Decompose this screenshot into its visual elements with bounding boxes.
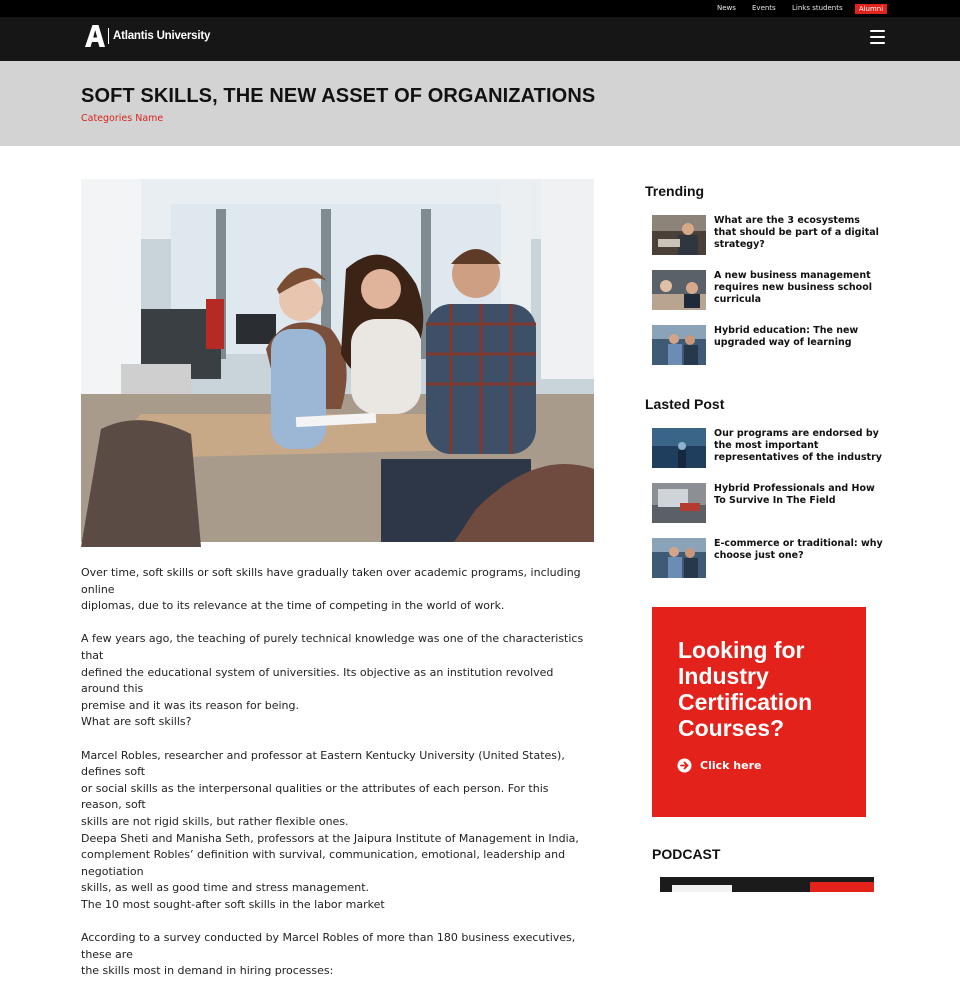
latest-title: Our programs are endorsed by the most important representatives of the industry xyxy=(714,428,882,463)
cta-title: Looking for Industry Certification Courses? xyxy=(678,637,813,741)
arrow-circle-icon xyxy=(677,758,692,773)
trending-title: What are the 3 ecosystems that should be part of a digital strategy? xyxy=(714,215,879,250)
article-line: What are soft skills? xyxy=(81,715,192,729)
article-hero-image xyxy=(81,179,594,542)
trending-title: Hybrid education: The new upgraded way of learning xyxy=(714,325,859,348)
article-line: or social skills as the interpersonal qualities or the attributes of each person. For this reason, soft xyxy=(81,781,549,812)
utility-link-alumni[interactable]: Alumni xyxy=(855,4,887,14)
utility-bar xyxy=(0,0,960,17)
trending-thumbnail xyxy=(652,325,706,365)
cta-click-here-link[interactable] xyxy=(677,758,761,773)
article-line: premise and it was its reason for being. xyxy=(81,698,300,712)
latest-title: E-commerce or traditional: why choose just one? xyxy=(714,538,883,561)
certification-cta[interactable] xyxy=(652,607,866,817)
hamburger-menu-icon[interactable] xyxy=(870,30,887,45)
article-line: According to a survey conducted by Marcel Robles of more than 180 business executives, these are xyxy=(81,931,576,961)
trending-thumbnail xyxy=(652,270,706,310)
logo[interactable] xyxy=(85,25,210,47)
article-line: diplomas, due to its relevance at the time of competing in the world of work. xyxy=(81,599,505,613)
podcast-heading: PODCAST xyxy=(652,846,721,862)
brand-name: Atlantis University xyxy=(113,30,211,42)
trending-heading: Trending xyxy=(645,183,705,199)
article-paragraph-4 xyxy=(81,930,586,980)
latest-item[interactable] xyxy=(652,483,884,525)
latest-thumbnail xyxy=(652,538,706,578)
latest-thumbnail xyxy=(652,428,706,468)
article-body xyxy=(81,565,586,996)
article-line: defined the educational system of universities. Its objective as an institution revolved around this xyxy=(81,665,554,696)
category-link[interactable]: Categories Name xyxy=(81,113,164,124)
latest-item[interactable] xyxy=(652,538,884,580)
trending-item[interactable] xyxy=(652,215,884,257)
trending-item[interactable] xyxy=(652,270,884,312)
trending-item[interactable] xyxy=(652,325,884,367)
utility-link-events[interactable]: Events xyxy=(752,4,776,12)
trending-thumbnail xyxy=(652,215,706,255)
article-paragraph-3 xyxy=(81,748,586,914)
article-line: the skills most in demand in hiring processes: xyxy=(81,964,334,978)
podcast-thumbnail[interactable] xyxy=(660,877,874,887)
cta-link-label: Click here xyxy=(700,759,762,772)
utility-link-students[interactable]: Links students xyxy=(792,4,843,12)
article-line: complement Robles’ definition with survival, communication, emotional, leadership and negotiation xyxy=(81,848,566,878)
title-band xyxy=(0,61,960,146)
trending-title: A new business management requires new business school curricula xyxy=(714,270,872,305)
article-line: skills, as well as good time and stress management. xyxy=(81,881,369,895)
latest-heading: Lasted Post xyxy=(645,396,725,412)
page-title: SOFT SKILLS, THE NEW ASSET OF ORGANIZATIONS xyxy=(81,85,596,107)
latest-item[interactable] xyxy=(652,428,884,470)
article-paragraph-1 xyxy=(81,565,586,615)
article-line: Marcel Robles, researcher and professor at Eastern Kentucky University (United States), defines soft xyxy=(81,748,565,779)
article-line: skills are not rigid skills, but rather flexible ones. xyxy=(81,814,349,828)
article-line: Deepa Sheti and Manisha Seth, professors at the Jaipura Institute of Management in India, xyxy=(81,831,579,845)
site-header xyxy=(0,17,960,61)
atlantis-logo-icon xyxy=(85,25,105,47)
utility-link-news[interactable]: News xyxy=(717,4,736,12)
latest-thumbnail xyxy=(652,483,706,523)
article-line: A few years ago, the teaching of purely technical knowledge was one of the characteristics that xyxy=(81,632,584,662)
article-line: Over time, soft skills or soft skills have gradually taken over academic programs, including online xyxy=(81,566,581,596)
article-line: The 10 most sought-after soft skills in the labor market xyxy=(81,897,385,911)
latest-title: Hybrid Professionals and How To Survive In The Field xyxy=(714,483,875,506)
article-paragraph-2 xyxy=(81,631,586,731)
logo-divider xyxy=(108,28,109,44)
